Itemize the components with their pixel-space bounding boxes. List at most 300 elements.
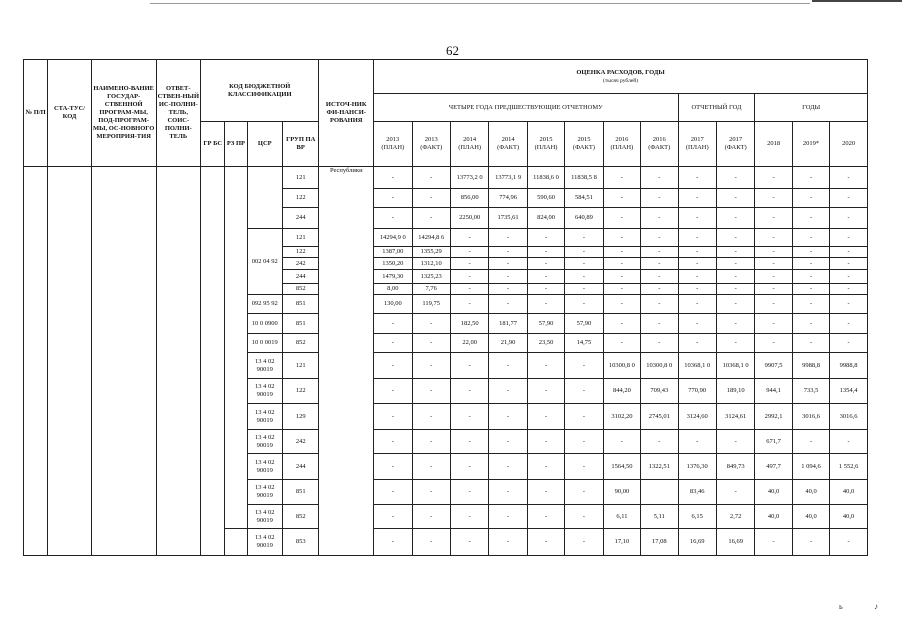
cell-value: 10368,1 0	[716, 353, 754, 379]
cell-value: 9988,8	[830, 353, 868, 379]
cell-value: -	[716, 270, 754, 284]
cell-value: -	[641, 270, 678, 284]
cell-value: -	[489, 480, 527, 505]
cell-csr	[247, 167, 282, 229]
cell-value: -	[374, 314, 412, 334]
cell-value: -	[603, 167, 640, 189]
cell-value: -	[374, 353, 412, 379]
cell-value: 13773,2 0	[450, 167, 488, 189]
cell-value: -	[755, 229, 792, 247]
cell-value: -	[830, 247, 868, 258]
cell-value: 40,0	[792, 505, 829, 529]
cell-vr: 242	[282, 258, 318, 270]
cell-value: -	[489, 258, 527, 270]
cell-value: -	[450, 505, 488, 529]
cell-value: -	[374, 167, 412, 189]
cell-value: 2,72	[716, 505, 754, 529]
cell-csr: 13 4 02 90019	[247, 404, 282, 430]
cell-value: -	[755, 284, 792, 295]
cell-value: -	[716, 284, 754, 295]
cell-value: 130,00	[374, 295, 412, 314]
cell-value: 10368,1 0	[678, 353, 716, 379]
cell-value: 17,10	[603, 529, 640, 556]
header-vr: ГРУП ПА ВР	[282, 122, 318, 167]
cell-csr: 13 4 02 90019	[247, 379, 282, 404]
cell-value: -	[792, 208, 829, 229]
cell-value: -	[565, 353, 603, 379]
cell-name	[91, 167, 156, 556]
cell-value: -	[489, 284, 527, 295]
cell-value: 90,00	[603, 480, 640, 505]
cell-value: -	[412, 353, 450, 379]
col-header: 2014 (ПЛАН)	[450, 122, 488, 167]
cell-value: -	[678, 314, 716, 334]
cell-value: 1312,10	[412, 258, 450, 270]
cell-vr: 244	[282, 208, 318, 229]
cell-value: -	[678, 247, 716, 258]
cell-value: 824,00	[527, 208, 564, 229]
cell-value: -	[716, 430, 754, 454]
cell-responsible	[156, 167, 201, 556]
cell-value: 14294,9 0	[374, 229, 412, 247]
cell-value: -	[412, 334, 450, 353]
cell-value: -	[792, 430, 829, 454]
cell-value: -	[792, 229, 829, 247]
cell-value: -	[755, 189, 792, 208]
cell-value: -	[716, 208, 754, 229]
cell-value: 10300,8 0	[603, 353, 640, 379]
cell-value: -	[678, 189, 716, 208]
header-num: № П/П	[24, 60, 48, 167]
cell-csr: 13 4 02 90019	[247, 430, 282, 454]
table-row	[24, 167, 868, 189]
cell-value: 844,20	[603, 379, 640, 404]
footer-mark: ь	[839, 602, 843, 611]
cell-value: -	[716, 258, 754, 270]
header-report-year: ОТЧЕТНЫЙ ГОД	[678, 94, 755, 122]
cell-value: -	[489, 454, 527, 480]
cell-value: -	[374, 208, 412, 229]
cell-value: -	[489, 295, 527, 314]
cell-value: -	[527, 353, 564, 379]
cell-csr: 13 4 02 90019	[247, 505, 282, 529]
cell-value: -	[412, 208, 450, 229]
cell-value: -	[489, 430, 527, 454]
cell-value: -	[489, 529, 527, 556]
header-estimate-title: ОЦЕНКА РАСХОДОВ, ГОДЫ	[576, 68, 665, 76]
cell-value: -	[450, 229, 488, 247]
col-header: 2015 (ПЛАН)	[527, 122, 564, 167]
cell-csr: 13 4 02 90019	[247, 353, 282, 379]
cell-value: -	[641, 314, 678, 334]
cell-value: -	[792, 314, 829, 334]
top-mark	[812, 0, 902, 2]
cell-value: -	[450, 454, 488, 480]
cell-value: 14,75	[565, 334, 603, 353]
cell-value: 181,77	[489, 314, 527, 334]
cell-value: -	[755, 247, 792, 258]
cell-value: -	[792, 167, 829, 189]
cell-value: 3124,60	[678, 404, 716, 430]
cell-value: 1322,51	[641, 454, 678, 480]
cell-value: -	[603, 284, 640, 295]
cell-value: -	[565, 247, 603, 258]
cell-csr: 13 4 02 90019	[247, 529, 282, 556]
cell-value: 3016,6	[830, 404, 868, 430]
header-responsible: ОТВЕТ-СТВЕН-НЫЙ ИС-ПОЛНИ-ТЕЛЬ, СОИС-ПОЛНИ-ТЕЛЬ	[156, 60, 201, 167]
cell-value: 1376,30	[678, 454, 716, 480]
cell-value: -	[830, 284, 868, 295]
header-estimate	[374, 60, 868, 94]
cell-value: -	[565, 379, 603, 404]
cell-value: 11838,5 8	[565, 167, 603, 189]
cell-value: 709,43	[641, 379, 678, 404]
cell-value: -	[565, 270, 603, 284]
cell-value: -	[489, 379, 527, 404]
cell-value: 2745,01	[641, 404, 678, 430]
header-source: ИСТОЧ-НИК ФИ-НАНСИ-РОВАНИЯ	[319, 60, 374, 167]
cell-vr: 851	[282, 314, 318, 334]
col-header: 2015 (ФАКТ)	[565, 122, 603, 167]
cell-value: -	[792, 529, 829, 556]
cell-value: -	[755, 314, 792, 334]
cell-value: -	[716, 247, 754, 258]
cell-value: -	[603, 258, 640, 270]
cell-csr: 092 95 92	[247, 295, 282, 314]
cell-value: 584,51	[565, 189, 603, 208]
cell-value: 16,69	[716, 529, 754, 556]
cell-value: -	[450, 404, 488, 430]
col-header: 2019*	[792, 122, 829, 167]
header-name: НАИМЕНО-ВАНИЕ ГОСУДАР-СТВЕННОЙ ПРОГРАМ-МЫ, ПОД-ПРОГРАМ-МЫ, ОС-НОВНОГО МЕРОПРИЯ-ТИЯ	[91, 60, 156, 167]
cell-value: -	[450, 270, 488, 284]
cell-value: 497,7	[755, 454, 792, 480]
cell-source: Республики	[319, 167, 374, 556]
cell-value: -	[374, 505, 412, 529]
cell-value: 40,0	[830, 505, 868, 529]
cell-value: -	[527, 379, 564, 404]
cell-value: 182,50	[450, 314, 488, 334]
cell-value: -	[603, 334, 640, 353]
cell-value: -	[755, 529, 792, 556]
cell-value: -	[755, 334, 792, 353]
cell-value: 1350,20	[374, 258, 412, 270]
cell-value: -	[603, 189, 640, 208]
cell-csr: 002 04 92	[247, 229, 282, 295]
table-body	[24, 167, 868, 556]
col-header: 2016 (ФАКТ)	[641, 122, 678, 167]
cell-value: -	[450, 258, 488, 270]
cell-value: -	[792, 270, 829, 284]
cell-value: -	[716, 167, 754, 189]
cell-value: -	[830, 334, 868, 353]
col-header: 2017 (ФАКТ)	[716, 122, 754, 167]
cell-value: -	[565, 454, 603, 480]
cell-value: -	[830, 295, 868, 314]
cell-value: -	[716, 314, 754, 334]
cell-value: -	[412, 379, 450, 404]
cell-value: 1735,61	[489, 208, 527, 229]
cell-value: -	[678, 258, 716, 270]
cell-value: -	[716, 334, 754, 353]
cell-value: -	[527, 295, 564, 314]
col-header: 2014 (ФАКТ)	[489, 122, 527, 167]
cell-value: 1354,4	[830, 379, 868, 404]
cell-value: -	[792, 295, 829, 314]
cell-value: 8,00	[374, 284, 412, 295]
cell-value: -	[489, 353, 527, 379]
cell-value: -	[792, 284, 829, 295]
cell-value: -	[716, 480, 754, 505]
cell-value: -	[641, 208, 678, 229]
header-estimate-unit: (тысяч рублей)	[603, 77, 639, 84]
cell-value: -	[374, 404, 412, 430]
cell-value: -	[830, 270, 868, 284]
cell-csr: 10 0 0019	[247, 334, 282, 353]
cell-value: 2992,1	[755, 404, 792, 430]
cell-value: -	[641, 167, 678, 189]
cell-value: -	[412, 529, 450, 556]
cell-value: 14294,8 6	[412, 229, 450, 247]
cell-value: 3124,61	[716, 404, 754, 430]
cell-value: -	[489, 404, 527, 430]
cell-value: -	[374, 189, 412, 208]
cell-value: 40,0	[755, 480, 792, 505]
budget-table	[23, 59, 868, 556]
cell-value: -	[716, 295, 754, 314]
cell-vr: 853	[282, 529, 318, 556]
cell-value: -	[716, 189, 754, 208]
cell-value: -	[527, 430, 564, 454]
cell-value: 1 552,6	[830, 454, 868, 480]
cell-value: -	[641, 430, 678, 454]
cell-value: -	[450, 480, 488, 505]
cell-value: -	[678, 229, 716, 247]
cell-value: -	[374, 334, 412, 353]
cell-value: -	[603, 270, 640, 284]
cell-value: -	[565, 229, 603, 247]
cell-value: -	[755, 208, 792, 229]
cell-value: -	[412, 314, 450, 334]
cell-value: -	[716, 229, 754, 247]
cell-value: 17,08	[641, 529, 678, 556]
cell-value: -	[830, 208, 868, 229]
cell-value: 1325,23	[412, 270, 450, 284]
cell-value: -	[450, 353, 488, 379]
col-header: 2020	[830, 122, 868, 167]
cell-value: -	[755, 167, 792, 189]
cell-value: 1355,29	[412, 247, 450, 258]
cell-value: -	[527, 480, 564, 505]
cell-value: -	[792, 247, 829, 258]
col-header: 2016 (ПЛАН)	[603, 122, 640, 167]
cell-value: -	[678, 270, 716, 284]
cell-value: -	[412, 189, 450, 208]
cell-value: -	[565, 505, 603, 529]
cell-value: -	[489, 247, 527, 258]
cell-value: -	[412, 454, 450, 480]
cell-csr: 10 0 0900	[247, 314, 282, 334]
cell-value: -	[412, 480, 450, 505]
cell-value: 119,75	[412, 295, 450, 314]
cell-value: -	[792, 258, 829, 270]
cell-value: -	[565, 258, 603, 270]
header-grbs: ГР БС	[201, 122, 225, 167]
cell-grbs	[201, 167, 225, 556]
cell-value: 13773,1 9	[489, 167, 527, 189]
cell-value: -	[527, 229, 564, 247]
cell-value: 770,90	[678, 379, 716, 404]
cell-value: -	[412, 430, 450, 454]
cell-value: 1 094,6	[792, 454, 829, 480]
cell-value: 189,10	[716, 379, 754, 404]
header-years: ГОДЫ	[755, 94, 868, 122]
cell-value: 6,11	[603, 505, 640, 529]
cell-vr: 852	[282, 334, 318, 353]
header-csr: ЦСР	[247, 122, 282, 167]
cell-value: -	[755, 258, 792, 270]
cell-value: -	[641, 295, 678, 314]
cell-value: -	[450, 284, 488, 295]
cell-value: -	[374, 480, 412, 505]
cell-value: -	[830, 430, 868, 454]
cell-num	[24, 167, 48, 556]
col-header: 2013 (ПЛАН)	[374, 122, 412, 167]
cell-vr: 122	[282, 247, 318, 258]
cell-value: -	[641, 247, 678, 258]
cell-value: 22,00	[450, 334, 488, 353]
cell-value: -	[755, 270, 792, 284]
cell-value: -	[450, 529, 488, 556]
cell-value: -	[450, 247, 488, 258]
footer-mark: ♪	[874, 602, 878, 611]
cell-vr: 122	[282, 189, 318, 208]
cell-vr: 242	[282, 430, 318, 454]
cell-value: 2250,00	[450, 208, 488, 229]
header-budget-code: КОД БЮДЖЕТНОЙ КЛАССИФИКАЦИИ	[201, 60, 319, 122]
cell-value: -	[641, 334, 678, 353]
cell-value: 1387,00	[374, 247, 412, 258]
cell-value: -	[489, 229, 527, 247]
cell-value: -	[603, 247, 640, 258]
cell-value: -	[527, 505, 564, 529]
cell-vr: 122	[282, 379, 318, 404]
cell-value: -	[678, 284, 716, 295]
cell-status	[48, 167, 92, 556]
cell-value: -	[565, 284, 603, 295]
header-rzpr: РЗ ПР	[225, 122, 247, 167]
cell-value: -	[603, 295, 640, 314]
cell-value: -	[678, 295, 716, 314]
cell-value: 733,5	[792, 379, 829, 404]
cell-value: -	[374, 430, 412, 454]
page-number: 62	[446, 43, 459, 58]
cell-vr: 244	[282, 454, 318, 480]
cell-value: -	[527, 270, 564, 284]
cell-value: 5,11	[641, 505, 678, 529]
cell-value: -	[527, 284, 564, 295]
cell-vr: 851	[282, 480, 318, 505]
cell-value: 3102,20	[603, 404, 640, 430]
cell-value: 849,73	[716, 454, 754, 480]
cell-value: 6,15	[678, 505, 716, 529]
cell-value: -	[527, 404, 564, 430]
cell-value: -	[830, 529, 868, 556]
header-prev-years: ЧЕТЫРЕ ГОДА ПРЕДШЕСТВУЮЩИЕ ОТЧЕТНОМУ	[374, 94, 678, 122]
cell-value: 40,0	[755, 505, 792, 529]
cell-value: -	[603, 229, 640, 247]
cell-value: 671,7	[755, 430, 792, 454]
cell-value: -	[830, 258, 868, 270]
cell-value: -	[830, 229, 868, 247]
header-status: СТА-ТУС/КОД	[48, 60, 92, 167]
cell-value: -	[527, 454, 564, 480]
cell-rzpr	[225, 167, 247, 529]
cell-value: 21,90	[489, 334, 527, 353]
cell-value: 1479,30	[374, 270, 412, 284]
cell-value: 10300,8 0	[641, 353, 678, 379]
cell-vr: 852	[282, 505, 318, 529]
cell-value: -	[527, 529, 564, 556]
top-rule	[150, 3, 810, 4]
cell-vr: 852	[282, 284, 318, 295]
cell-value: -	[489, 505, 527, 529]
cell-value: -	[830, 167, 868, 189]
cell-value: -	[830, 314, 868, 334]
cell-value: 23,50	[527, 334, 564, 353]
cell-vr: 121	[282, 229, 318, 247]
cell-vr: 121	[282, 353, 318, 379]
cell-value: -	[603, 314, 640, 334]
cell-value: -	[792, 334, 829, 353]
cell-value: -	[565, 529, 603, 556]
cell-value: 640,89	[565, 208, 603, 229]
cell-value: -	[412, 404, 450, 430]
cell-value: 40,0	[792, 480, 829, 505]
cell-value: -	[565, 480, 603, 505]
cell-value: 7,76	[412, 284, 450, 295]
cell-value: -	[374, 529, 412, 556]
cell-value: -	[603, 430, 640, 454]
cell-vr: 244	[282, 270, 318, 284]
cell-value: 40,0	[830, 480, 868, 505]
cell-value: 1564,50	[603, 454, 640, 480]
cell-value: -	[641, 284, 678, 295]
cell-value: -	[565, 404, 603, 430]
cell-value: -	[641, 258, 678, 270]
cell-value: -	[565, 430, 603, 454]
cell-rzpr	[225, 529, 247, 556]
cell-value: 83,46	[678, 480, 716, 505]
cell-value: -	[527, 247, 564, 258]
cell-value: -	[830, 189, 868, 208]
cell-value: 16,69	[678, 529, 716, 556]
cell-value: 11838,6 0	[527, 167, 564, 189]
cell-value: -	[450, 295, 488, 314]
cell-csr: 13 4 02 90019	[247, 454, 282, 480]
cell-value: 944,1	[755, 379, 792, 404]
cell-value: -	[374, 379, 412, 404]
cell-value: -	[450, 379, 488, 404]
cell-value: -	[678, 430, 716, 454]
cell-value: -	[641, 229, 678, 247]
col-header: 2017 (ПЛАН)	[678, 122, 716, 167]
cell-value: -	[374, 454, 412, 480]
cell-value: -	[527, 258, 564, 270]
cell-value: -	[412, 505, 450, 529]
col-header: 2018	[755, 122, 792, 167]
cell-value: -	[641, 189, 678, 208]
